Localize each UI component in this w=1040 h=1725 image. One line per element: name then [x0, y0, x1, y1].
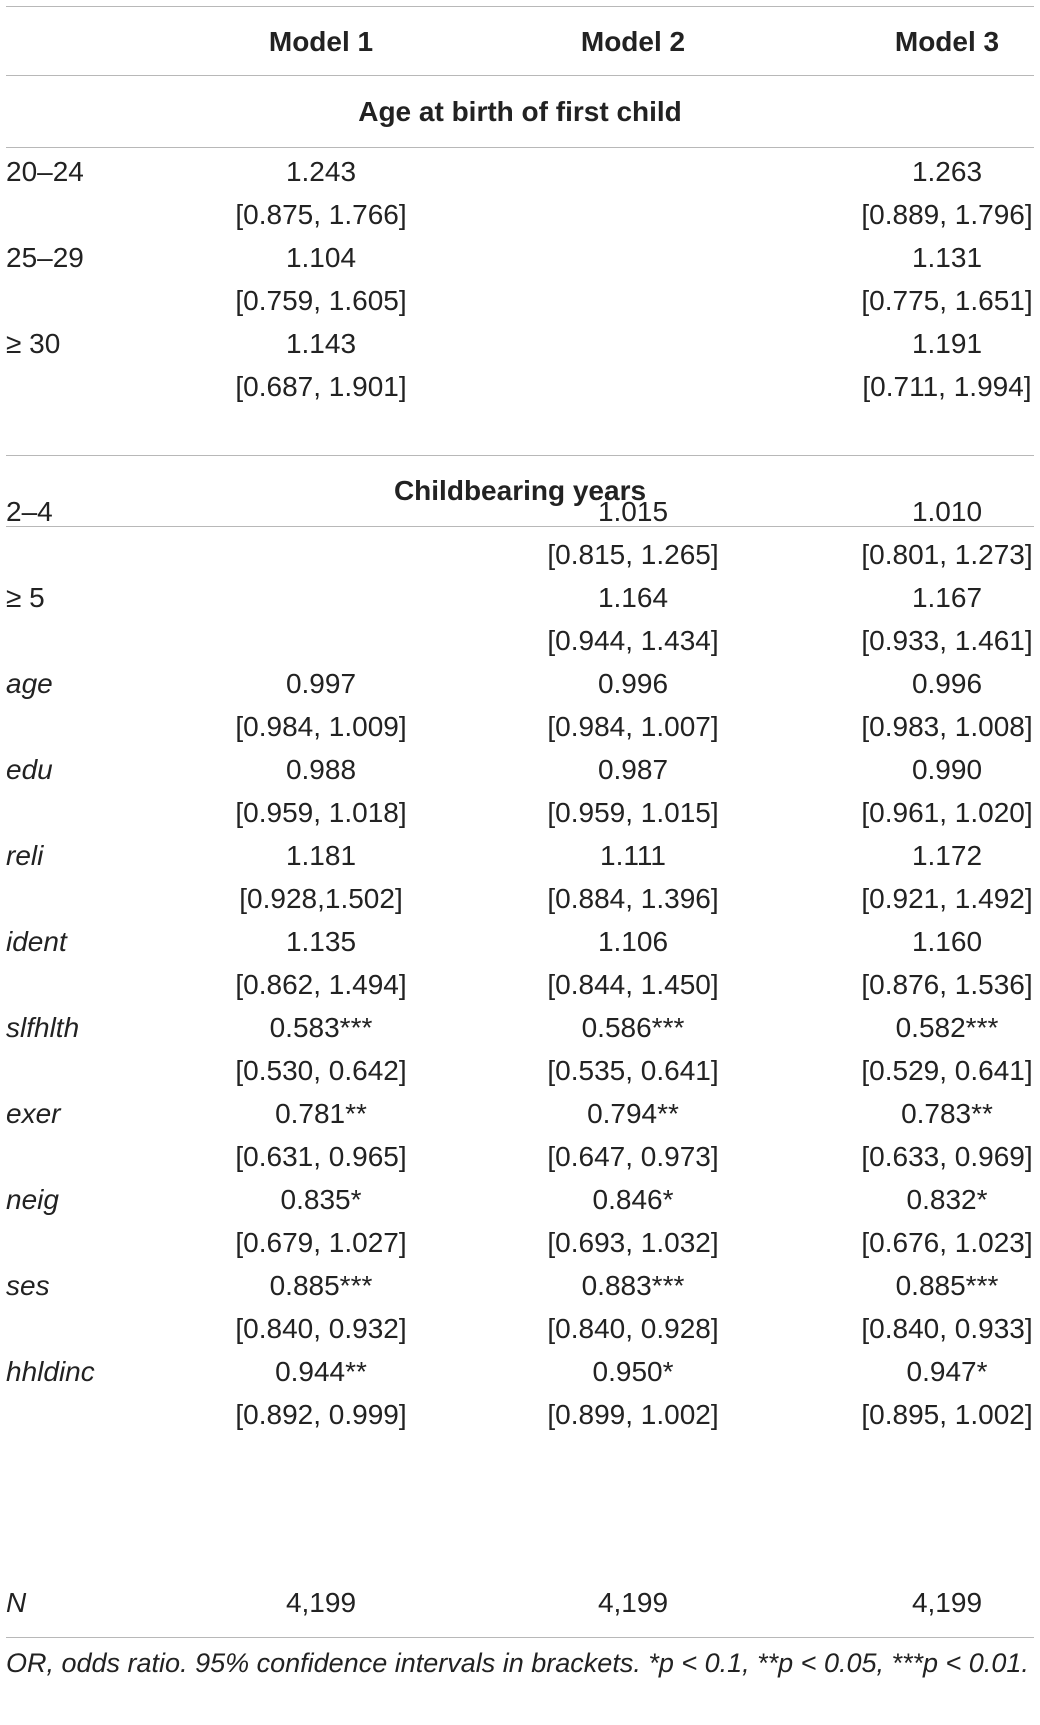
- ci-row: [0, 1047, 1040, 1094]
- table-row: [0, 746, 1040, 793]
- odds-ratio-value: 1.143: [285, 328, 357, 359]
- row-label: ≥ 5: [6, 582, 45, 613]
- confidence-interval: [0.711, 1.994]: [862, 371, 1032, 402]
- top-rule: [6, 6, 1034, 7]
- row-label: age: [6, 668, 53, 699]
- confidence-interval: [0.775, 1.651]: [861, 285, 1033, 316]
- row-label: ident: [6, 926, 67, 957]
- odds-ratio-value: 1.131: [911, 242, 983, 273]
- ci-row: [0, 1391, 1040, 1438]
- confidence-interval: [0.631, 0.965]: [235, 1141, 407, 1172]
- odds-ratio-value: [508, 234, 758, 281]
- n-model-3: 4,199: [911, 1587, 983, 1618]
- confidence-interval: [0.933, 1.461]: [861, 625, 1033, 656]
- confidence-interval: [0.633, 0.969]: [861, 1141, 1033, 1172]
- odds-ratio-value: 1.164: [597, 582, 669, 613]
- table-row: [0, 1090, 1040, 1137]
- odds-ratio-value: [196, 574, 446, 621]
- section-title-age-at-birth: Age at birth of first child: [358, 96, 682, 127]
- ci-row: [0, 1219, 1040, 1266]
- n-model-1: 4,199: [285, 1587, 357, 1618]
- odds-ratio-value: 0.582***: [895, 1012, 999, 1043]
- odds-ratio-value: 1.263: [911, 156, 983, 187]
- odds-ratio-value: 1.191: [911, 328, 983, 359]
- column-header-model-2: Model 2: [580, 26, 686, 57]
- table-row: [0, 832, 1040, 879]
- section1-end-rule: [6, 455, 1034, 456]
- odds-ratio-value: 0.950*: [592, 1356, 674, 1387]
- odds-ratio-value: 0.885***: [895, 1270, 999, 1301]
- section-title-childbearing-years: Childbearing years: [393, 475, 647, 506]
- confidence-interval: [0.984, 1.007]: [547, 711, 719, 742]
- confidence-interval: [508, 277, 758, 324]
- ci-row: [0, 277, 1040, 324]
- odds-ratio-value: [196, 488, 446, 535]
- odds-ratio-value: 0.997: [285, 668, 357, 699]
- confidence-interval: [0.529, 0.641]: [861, 1055, 1033, 1086]
- odds-ratio-value: [508, 320, 758, 367]
- confidence-interval: [0.844, 1.450]: [547, 969, 719, 1000]
- confidence-interval: [0.840, 0.932]: [235, 1313, 407, 1344]
- n-row: [0, 1579, 1040, 1626]
- odds-ratio-value: 1.015: [597, 496, 669, 527]
- odds-ratio-value: 0.885***: [269, 1270, 373, 1301]
- confidence-interval: [0.892, 0.999]: [235, 1399, 407, 1430]
- confidence-interval: [0.815, 1.265]: [547, 539, 719, 570]
- confidence-interval: [0.899, 1.002]: [547, 1399, 719, 1430]
- ci-row: [0, 191, 1040, 238]
- row-label: slfhlth: [6, 1012, 80, 1043]
- confidence-interval: [0.876, 1.536]: [861, 969, 1033, 1000]
- odds-ratio-value: 1.010: [911, 496, 983, 527]
- table-footnote: OR, odds ratio. 95% confidence intervals in brackets. *p < 0.1, **p < 0.05, ***p < 0.01.: [6, 1648, 1029, 1678]
- row-label: edu: [6, 754, 53, 785]
- column-header-model-3: Model 3: [894, 26, 1000, 57]
- confidence-interval: [0.840, 0.933]: [861, 1313, 1033, 1344]
- confidence-interval: [0.895, 1.002]: [861, 1399, 1033, 1430]
- ci-row: [0, 617, 1040, 664]
- confidence-interval: [196, 617, 446, 664]
- ci-row: [0, 789, 1040, 836]
- odds-ratio-value: 0.583***: [269, 1012, 373, 1043]
- ci-row: [0, 875, 1040, 922]
- confidence-interval: [0.984, 1.009]: [235, 711, 407, 742]
- confidence-interval: [0.530, 0.642]: [235, 1055, 407, 1086]
- confidence-interval: [0.928,1.502]: [239, 883, 403, 914]
- ci-row: [0, 531, 1040, 578]
- confidence-interval: [0.889, 1.796]: [861, 199, 1033, 230]
- confidence-interval: [0.676, 1.023]: [861, 1227, 1033, 1258]
- odds-ratio-value: 0.947*: [906, 1356, 988, 1387]
- odds-ratio-value: 0.846*: [592, 1184, 674, 1215]
- confidence-interval: [0.884, 1.396]: [547, 883, 719, 914]
- odds-ratio-value: 0.783**: [901, 1098, 993, 1129]
- row-label: ses: [6, 1270, 50, 1301]
- row-label: neig: [6, 1184, 59, 1215]
- odds-ratio-value: 1.243: [285, 156, 357, 187]
- ci-row: [0, 703, 1040, 750]
- confidence-interval: [196, 531, 446, 578]
- odds-ratio-value: [508, 148, 758, 195]
- confidence-interval: [508, 191, 758, 238]
- row-label: 2–4: [6, 496, 53, 527]
- confidence-interval: [508, 363, 758, 410]
- row-label: reli: [6, 840, 44, 871]
- header-row: [0, 18, 1040, 65]
- confidence-interval: [0.693, 1.032]: [547, 1227, 719, 1258]
- table-row: [0, 1004, 1040, 1051]
- confidence-interval: [0.862, 1.494]: [235, 969, 407, 1000]
- odds-ratio-value: 0.586***: [581, 1012, 685, 1043]
- odds-ratio-value: 1.106: [597, 926, 669, 957]
- confidence-interval: [0.535, 0.641]: [547, 1055, 719, 1086]
- confidence-interval: [0.801, 1.273]: [861, 539, 1033, 570]
- odds-ratio-value: 1.172: [911, 840, 983, 871]
- table-row: [0, 1262, 1040, 1309]
- odds-ratio-value: 1.160: [911, 926, 983, 957]
- bottom-rule: [6, 1637, 1034, 1638]
- odds-ratio-value: 1.111: [600, 840, 666, 871]
- odds-ratio-value: 0.988: [285, 754, 357, 785]
- ci-row: [0, 961, 1040, 1008]
- odds-ratio-value: 1.167: [911, 582, 983, 613]
- odds-ratio-value: 0.781**: [275, 1098, 367, 1129]
- table-row: [0, 918, 1040, 965]
- ci-row: [0, 1133, 1040, 1180]
- odds-ratio-value: 0.794**: [587, 1098, 679, 1129]
- confidence-interval: [0.875, 1.766]: [235, 199, 407, 230]
- confidence-interval: [0.679, 1.027]: [235, 1227, 407, 1258]
- odds-ratio-value: 0.990: [911, 754, 983, 785]
- confidence-interval: [0.959, 1.018]: [235, 797, 407, 828]
- table-row: [0, 1348, 1040, 1395]
- confidence-interval: [0.961, 1.020]: [861, 797, 1033, 828]
- table-row: [0, 148, 1040, 195]
- row-label: 25–29: [6, 242, 84, 273]
- confidence-interval: [0.959, 1.015]: [547, 797, 719, 828]
- row-label-n: N: [6, 1587, 27, 1618]
- odds-ratio-value: 0.996: [911, 668, 983, 699]
- table-row: [0, 234, 1040, 281]
- table-row: [0, 1176, 1040, 1223]
- confidence-interval: [0.647, 0.973]: [547, 1141, 719, 1172]
- odds-ratio-value: 1.181: [285, 840, 357, 871]
- confidence-interval: [0.983, 1.008]: [861, 711, 1033, 742]
- confidence-interval: [0.944, 1.434]: [547, 625, 719, 656]
- row-label: 20–24: [6, 156, 84, 187]
- table-row: [0, 574, 1040, 621]
- odds-ratio-value: 1.104: [285, 242, 357, 273]
- column-header-model-1: Model 1: [268, 26, 374, 57]
- confidence-interval: [0.840, 0.928]: [547, 1313, 719, 1344]
- n-model-2: 4,199: [597, 1587, 669, 1618]
- table-row: [0, 320, 1040, 367]
- confidence-interval: [0.687, 1.901]: [235, 371, 407, 402]
- table-row: [0, 488, 1040, 535]
- confidence-interval: [0.759, 1.605]: [235, 285, 407, 316]
- odds-ratio-value: 0.996: [597, 668, 669, 699]
- odds-ratio-value: 0.883***: [581, 1270, 685, 1301]
- odds-ratio-value: 1.135: [285, 926, 357, 957]
- ci-row: [0, 363, 1040, 410]
- row-label: exer: [6, 1098, 61, 1129]
- ci-row: [0, 1305, 1040, 1352]
- odds-ratio-value: 0.835*: [280, 1184, 362, 1215]
- table-row: [0, 660, 1040, 707]
- odds-ratio-value: 0.832*: [906, 1184, 988, 1215]
- odds-ratio-value: 0.944**: [275, 1356, 367, 1387]
- header-rule: [6, 75, 1034, 76]
- odds-ratio-value: 0.987: [597, 754, 669, 785]
- row-label: hhldinc: [6, 1356, 95, 1387]
- confidence-interval: [0.921, 1.492]: [861, 883, 1033, 914]
- row-label: ≥ 30: [6, 328, 61, 359]
